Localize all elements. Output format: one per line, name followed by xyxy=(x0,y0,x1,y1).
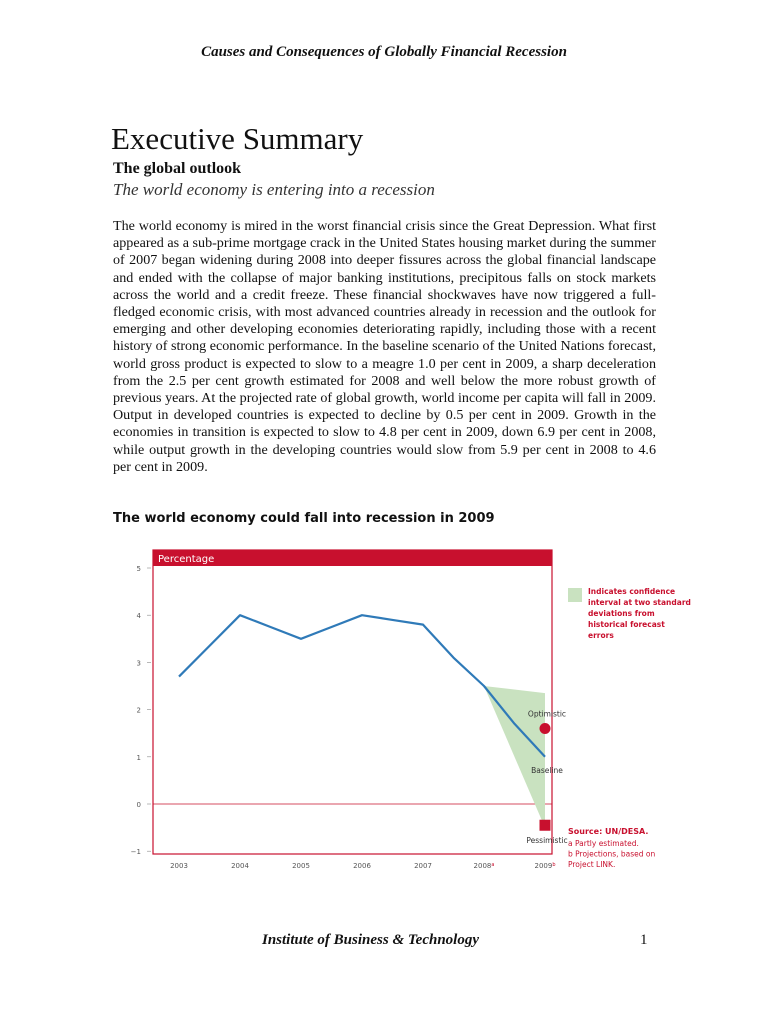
legend-text-line: Indicates confidence xyxy=(588,587,676,596)
y-tick-label: 5 xyxy=(136,565,141,573)
y-tick-label: −1 xyxy=(130,848,141,857)
x-tick-label: 2009$^b$ xyxy=(534,862,556,870)
section-subtitle: The global outlook xyxy=(113,160,242,177)
running-header: Causes and Consequences of Globally Financial Recession xyxy=(201,44,567,60)
chart-panel-label: Percentage xyxy=(158,554,215,565)
x-tick-label: 2005 xyxy=(292,862,310,870)
legend-text-line: interval at two standard xyxy=(588,598,691,607)
legend-text-line: historical forecast xyxy=(588,620,665,629)
optimistic-marker xyxy=(540,723,551,734)
figure-caption: The world economy could fall into recession in 2009 xyxy=(113,511,495,526)
page-number: 1 xyxy=(640,932,648,948)
y-tick-label: 2 xyxy=(136,706,141,715)
x-tick-label: 2004 xyxy=(231,862,249,870)
source-note: b Projections, based on xyxy=(568,849,656,859)
section-tagline: The world economy is entering into a recession xyxy=(113,180,435,199)
legend-text-line: deviations from xyxy=(588,609,655,618)
footer-institute: Institute of Business & Technology xyxy=(262,932,479,948)
x-tick-label: 2003 xyxy=(170,862,188,870)
pessimistic-label: Pessimistic xyxy=(526,836,568,846)
legend-swatch xyxy=(568,588,582,602)
y-tick-label: 0 xyxy=(136,801,141,809)
legend-text-line: errors xyxy=(588,631,614,640)
y-tick-label: 1 xyxy=(136,753,141,762)
source-note: a Partly estimated. xyxy=(568,839,639,848)
source-title: Source: UN/DESA. xyxy=(568,827,649,836)
body-paragraph: The world economy is mired in the worst financial crisis since the Great Depression. What first appeared as a sub-prime mortgage crack in the United States housing market during the summer of 2007 began widening during 2008 into deeper fissures across the global financial landscape and ended with the collapse of major banking institutions, precipitous falls on stock markets across the world and a credit freeze. These financial shockwaves have now triggered a full-fledged economic crisis, with most advanced countries already in recession and the outlook for emerging and other developing economies deteriorating rapidly, including those with a recent history of strong economic performance. In the baseline scenario of the United Nations forecast, world gross product is expected to slow to a meagre 1.0 per cent in 2009, a sharp deceleration from the 2.5 per cent growth estimated for 2008 and well below the more robust growth of previous years. At the projected rate of global growth, world income per capita will fall in 2009. Output in developed countries is expected to decline by 0.5 per cent in 2009. Growth in the economies in transition is expected to slow to 4.8 per cent in 2009, down 6.9 per cent in 2008, while output growth in the developing countries would slow from 5.9 per cent in 2008 to 4.6 per cent in 2009. xyxy=(113,218,656,475)
x-tick-label: 2008$^a$ xyxy=(473,862,495,870)
page-title: Executive Summary xyxy=(111,121,364,156)
y-tick-label: 4 xyxy=(136,612,141,621)
baseline-series-line xyxy=(179,615,545,757)
source-note: Project LINK. xyxy=(568,860,616,869)
y-tick-label: 3 xyxy=(136,659,141,668)
optimistic-label: Optimistic xyxy=(527,709,567,719)
chart-figure xyxy=(110,528,730,880)
confidence-band xyxy=(484,686,545,828)
x-tick-label: 2007 xyxy=(414,862,432,870)
baseline-label: Baseline xyxy=(531,765,563,775)
x-tick-label: 2006 xyxy=(353,862,371,870)
pessimistic-marker xyxy=(540,820,551,831)
chart-svg xyxy=(110,528,730,880)
